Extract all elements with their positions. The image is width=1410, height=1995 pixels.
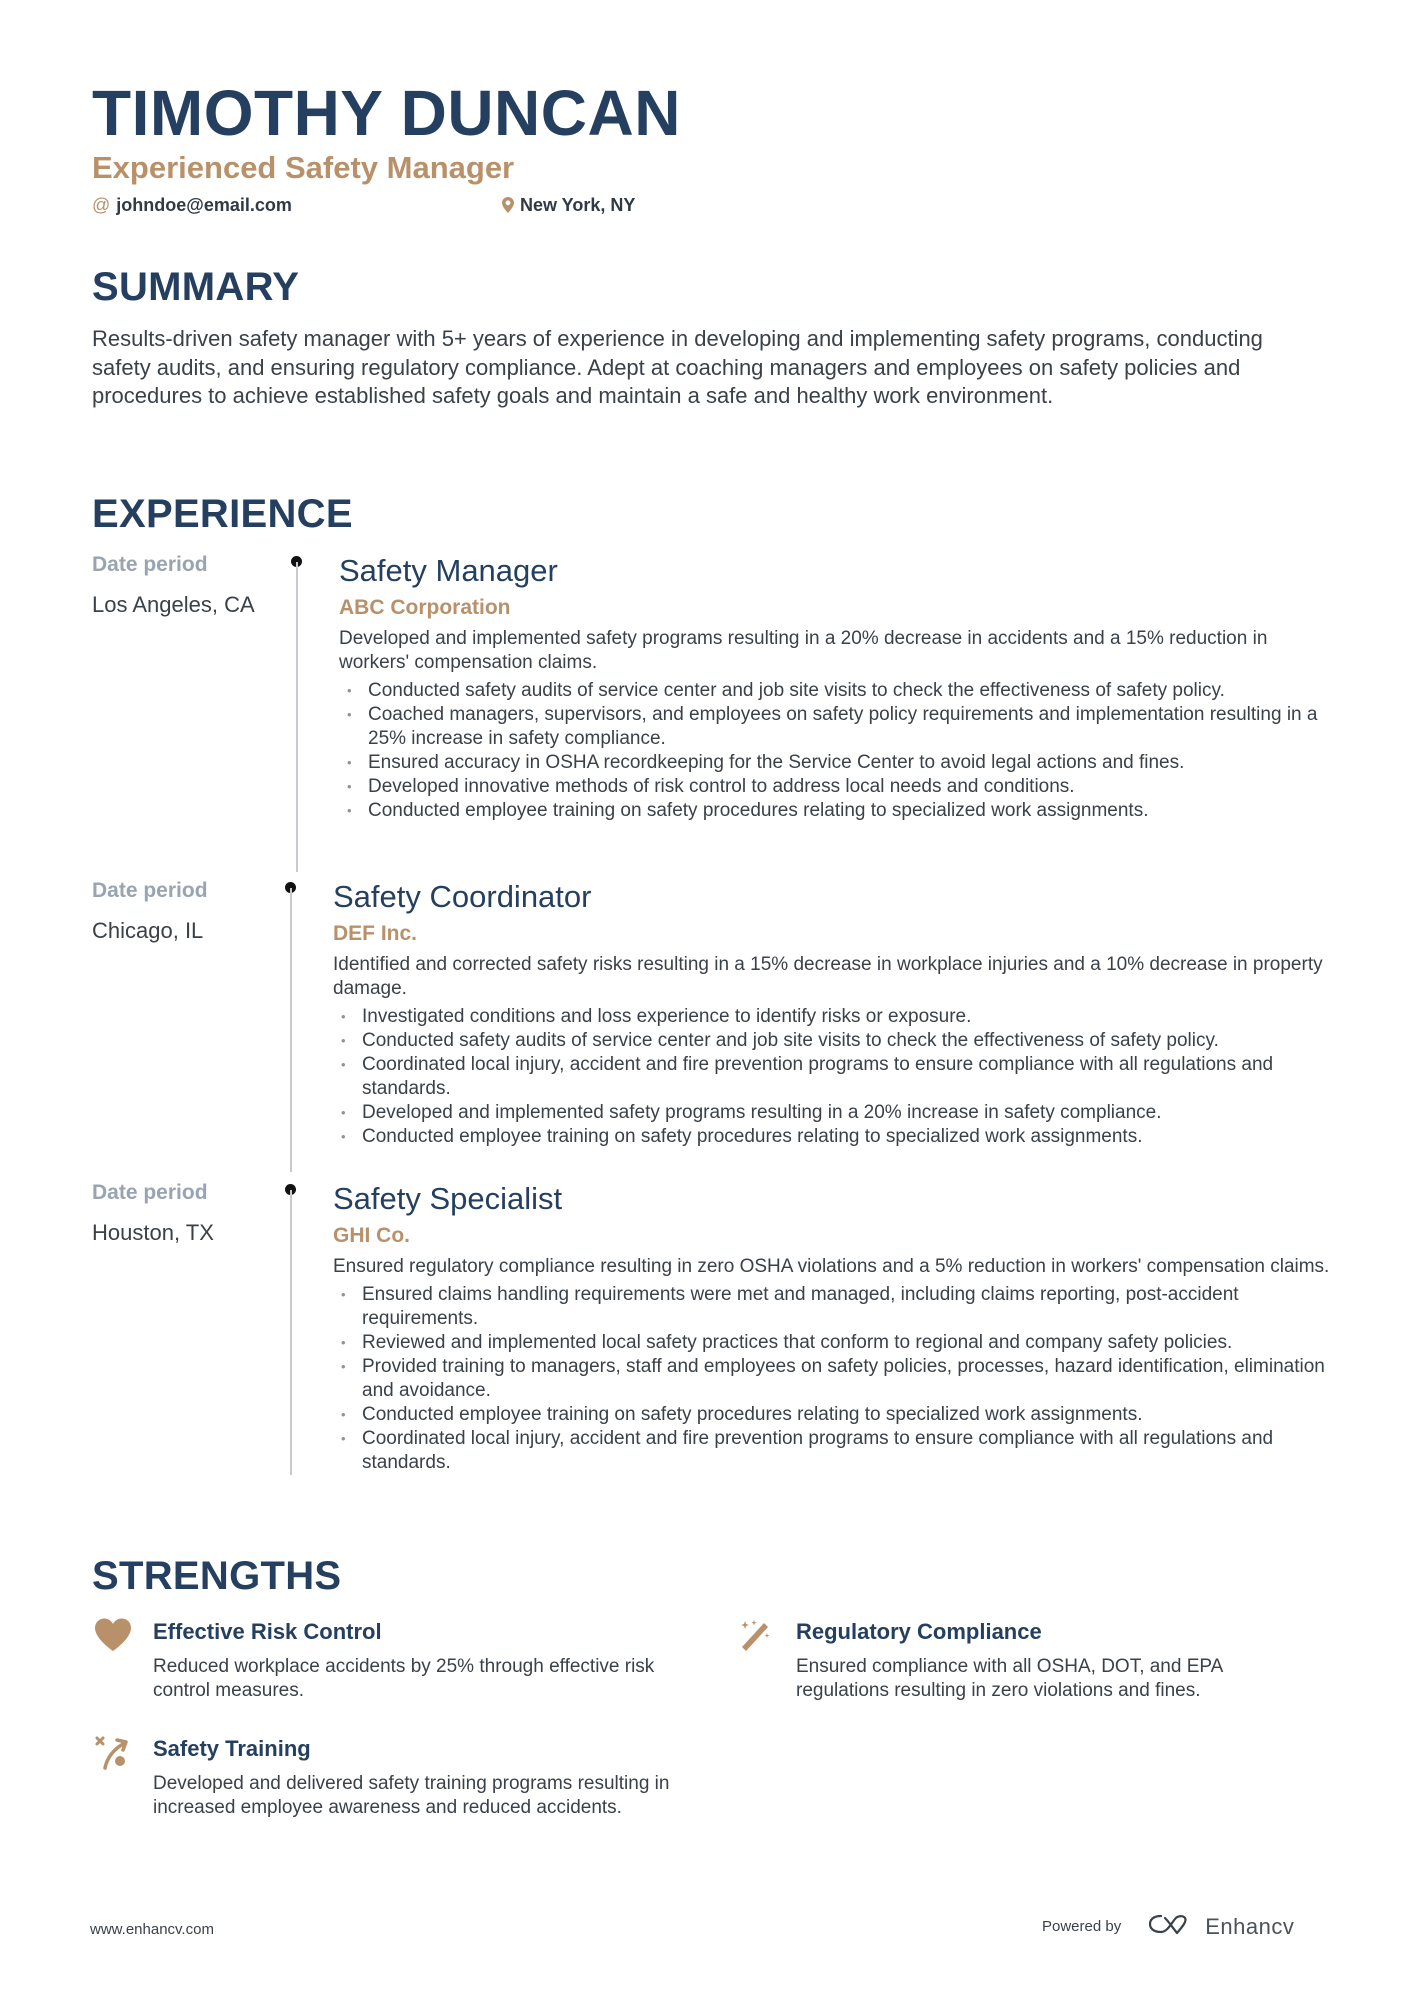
timeline-line: [290, 1190, 292, 1475]
bullet-item: • Developed innovative methods of risk control to address local needs and conditions.: [339, 775, 1339, 799]
brand-name: Enhancv: [1205, 1913, 1295, 1939]
job-location: Chicago, IL: [92, 918, 204, 943]
company-name: DEF Inc.: [333, 922, 418, 945]
job-description: Ensured regulatory compliance resulting in zero OSHA violations and a 5% reduction in workers' compensation claims.: [333, 1256, 1330, 1277]
job-description: Developed and implemented safety programs resulting in a 20% decrease in accidents and a 15% reduction in workers' compensation claims.: [339, 628, 1268, 673]
contact-location: [502, 193, 635, 217]
job-title: Safety Coordinator: [333, 879, 592, 914]
strength-item: [93, 1617, 693, 1703]
bullet-item: • Ensured claims handling requirements were met and managed, including claims reporting, post-accident requirements.: [333, 1283, 1343, 1331]
contact-email[interactable]: [92, 193, 292, 217]
summary-heading: SUMMARY: [92, 265, 300, 309]
job-date: Date period: [92, 879, 208, 902]
strength-title: Effective Risk Control: [153, 1619, 382, 1644]
job-location: Houston, TX: [92, 1220, 214, 1245]
job-date: Date period: [92, 1181, 208, 1204]
job-date: Date period: [92, 553, 208, 576]
heart-icon: [93, 1617, 137, 1657]
brand-logo[interactable]: [1147, 1912, 1294, 1941]
at-icon: @: [92, 195, 111, 215]
bullet-item: • Provided training to managers, staff and employees on safety policies, processes, hazard identification, elimination and avoidance.: [333, 1355, 1343, 1403]
enhancv-logo-icon: [1147, 1912, 1193, 1941]
bullet-item: • Conducted safety audits of service center and job site visits to check the effectiveness of safety policy.: [339, 679, 1339, 703]
strength-description: Developed and delivered safety training programs resulting in increased employee awareness and reduced accidents.: [153, 1773, 670, 1818]
strength-title: Safety Training: [153, 1736, 311, 1761]
job-bullets: [339, 679, 1339, 823]
experience-heading: EXPERIENCE: [92, 492, 353, 536]
strength-item: [736, 1617, 1336, 1703]
bullet-item: • Conducted employee training on safety procedures relating to specialized work assignments.: [333, 1403, 1343, 1427]
strength-description: Ensured compliance with all OSHA, DOT, and EPA regulations resulting in zero violations and fines.: [796, 1656, 1223, 1701]
timeline-line: [290, 888, 292, 1172]
map-pin-icon: [502, 197, 514, 213]
timeline-line: [296, 562, 298, 872]
strengths-heading: STRENGTHS: [92, 1554, 342, 1598]
job-entry: [333, 1180, 1343, 1475]
website-link[interactable]: www.enhancv.com: [90, 1921, 214, 1938]
company-name: ABC Corporation: [339, 596, 511, 619]
bullet-item: • Ensured accuracy in OSHA recordkeeping for the Service Center to avoid legal actions and fines.: [339, 751, 1339, 775]
strength-title: Regulatory Compliance: [796, 1619, 1042, 1644]
bullet-item: • Conducted safety audits of service center and job site visits to check the effectiveness of safety policy.: [333, 1029, 1343, 1053]
candidate-name: TIMOTHY DUNCAN: [92, 77, 681, 149]
job-description: Identified and corrected safety risks resulting in a 15% decrease in workplace injuries and a 10% decrease in property damage.: [333, 954, 1323, 999]
job-entry: [333, 878, 1343, 1149]
job-title: Safety Manager: [339, 553, 558, 588]
job-title: Safety Specialist: [333, 1181, 563, 1216]
candidate-title: Experienced Safety Manager: [92, 150, 515, 185]
strength-description: Reduced workplace accidents by 25% through effective risk control measures.: [153, 1656, 655, 1701]
company-name: GHI Co.: [333, 1224, 410, 1247]
job-entry: [339, 552, 1339, 823]
magic-wand-icon: [736, 1617, 780, 1657]
strength-item: [93, 1734, 693, 1820]
bullet-item: • Coached managers, supervisors, and employees on safety policy requirements and implementation resulting in a 25% increase in safety compliance.: [339, 703, 1339, 751]
location-text: New York, NY: [520, 195, 636, 215]
bullet-item: • Coordinated local injury, accident and fire prevention programs to ensure compliance with all regulations and standards.: [333, 1427, 1343, 1475]
powered-by-label: Powered by: [1042, 1918, 1122, 1935]
job-bullets: [333, 1005, 1343, 1149]
strategy-icon: [93, 1734, 137, 1774]
bullet-item: • Conducted employee training on safety procedures relating to specialized work assignments.: [339, 799, 1339, 823]
bullet-item: • Developed and implemented safety programs resulting in a 20% increase in safety compliance.: [333, 1101, 1343, 1125]
job-location: Los Angeles, CA: [92, 592, 255, 617]
email-text: johndoe@email.com: [116, 195, 292, 215]
job-bullets: [333, 1283, 1343, 1475]
summary-text: Results-driven safety manager with 5+ years of experience in developing and implementing safety programs, conducting safety audits, and ensuring regulatory compliance. Adept at coaching managers and employees on safety policies and procedures to achieve established safety goals and maintain a safe and healthy work environment.: [92, 326, 1263, 408]
bullet-item: • Investigated conditions and loss experience to identify risks or exposure.: [333, 1005, 1343, 1029]
bullet-item: • Reviewed and implemented local safety practices that conform to regional and company safety policies.: [333, 1331, 1343, 1355]
powered-by: [1042, 1912, 1294, 1941]
bullet-item: • Conducted employee training on safety procedures relating to specialized work assignments.: [333, 1125, 1343, 1149]
bullet-item: • Coordinated local injury, accident and fire prevention programs to ensure compliance with all regulations and standards.: [333, 1053, 1343, 1101]
